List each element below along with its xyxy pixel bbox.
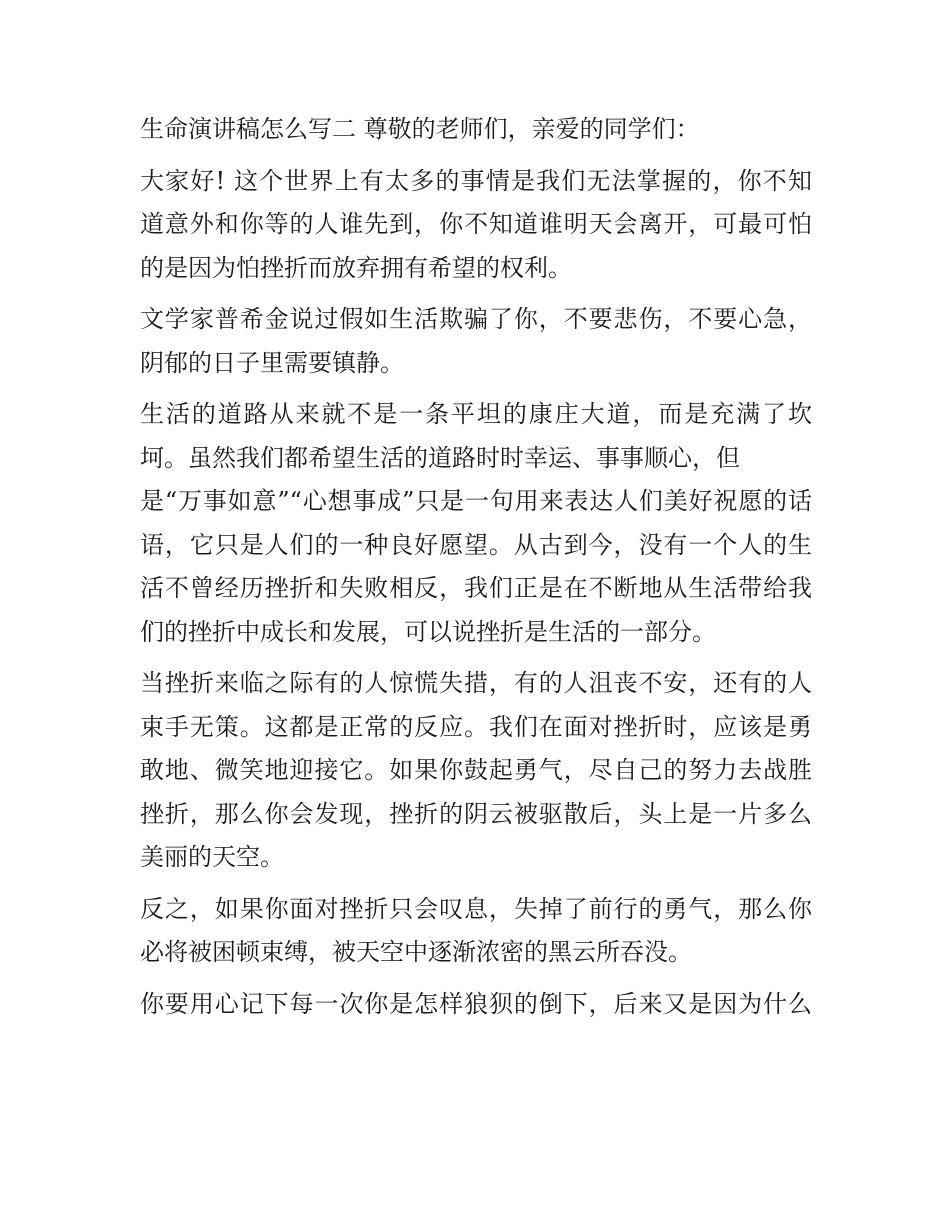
paragraph — [140, 298, 812, 385]
text-line: 阴郁的日子里需要镇静。 — [140, 348, 404, 377]
paragraph — [140, 662, 812, 880]
text-line: 语，它只是人们的一种良好愿望。从古到今，没有一个人的生 — [140, 530, 812, 559]
text-line: 生活的道路从来就不是一条平坦的康庄大道，而是充满了坎 — [140, 400, 812, 428]
text-line: 美丽的天空。 — [140, 843, 284, 871]
text-line: 们的挫折中成长和发展，可以说挫折是生活的一部分。 — [140, 617, 716, 646]
text-line: 你要用心记下每一次你是怎样狼狈的倒下，后来又是因为什么 — [140, 989, 812, 1018]
text-line: 的是因为怕挫折而放弃拥有希望的权利。 — [140, 253, 572, 282]
text-line: 生命演讲稿怎么写二 尊敬的老师们，亲爱的同学们： — [140, 115, 700, 143]
text-line: 坷。虽然我们都希望生活的道路时时幸运、事事顺心，但 — [140, 443, 740, 472]
paragraph — [140, 888, 812, 975]
text-line: 是“万事如意”“心想事成”只是一句用来表达人们美好祝愿的话 — [140, 487, 812, 515]
paragraph — [140, 393, 812, 654]
text-line: 当挫折来临之际有的人惊慌失措，有的人沮丧不安，还有的人 — [140, 669, 812, 697]
text-line: 文学家普希金说过假如生活欺骗了你，不要悲伤，不要心急， — [140, 305, 812, 333]
paragraph-heading — [140, 108, 812, 152]
text-line: 束手无策。这都是正常的反应。我们在面对挫折时，应该是勇 — [140, 712, 812, 741]
text-line: 反之，如果你面对挫折只会叹息，失掉了前行的勇气，那么你 — [140, 894, 812, 923]
document-body — [140, 108, 812, 1034]
text-line: 敢地、微笑地迎接它。如果你鼓起勇气，尽自己的努力去战胜 — [140, 756, 812, 784]
text-line: 挫折，那么你会发现，挫折的阴云被驱散后，头上是一片多么 — [140, 799, 812, 828]
text-line: 大家好! 这个世界上有太多的事情是我们无法掌握的，你不知 — [140, 166, 812, 195]
text-line: 活不曾经历挫折和失败相反，我们正是在不断地从生活带给我 — [140, 574, 812, 602]
text-line: 道意外和你等的人谁先到，你不知道谁明天会离开，可最可怕 — [140, 210, 812, 238]
text-line: 必将被困顿束缚，被天空中逐渐浓密的黑云所吞没。 — [140, 938, 692, 966]
paragraph — [140, 160, 812, 291]
paragraph — [140, 983, 812, 1027]
